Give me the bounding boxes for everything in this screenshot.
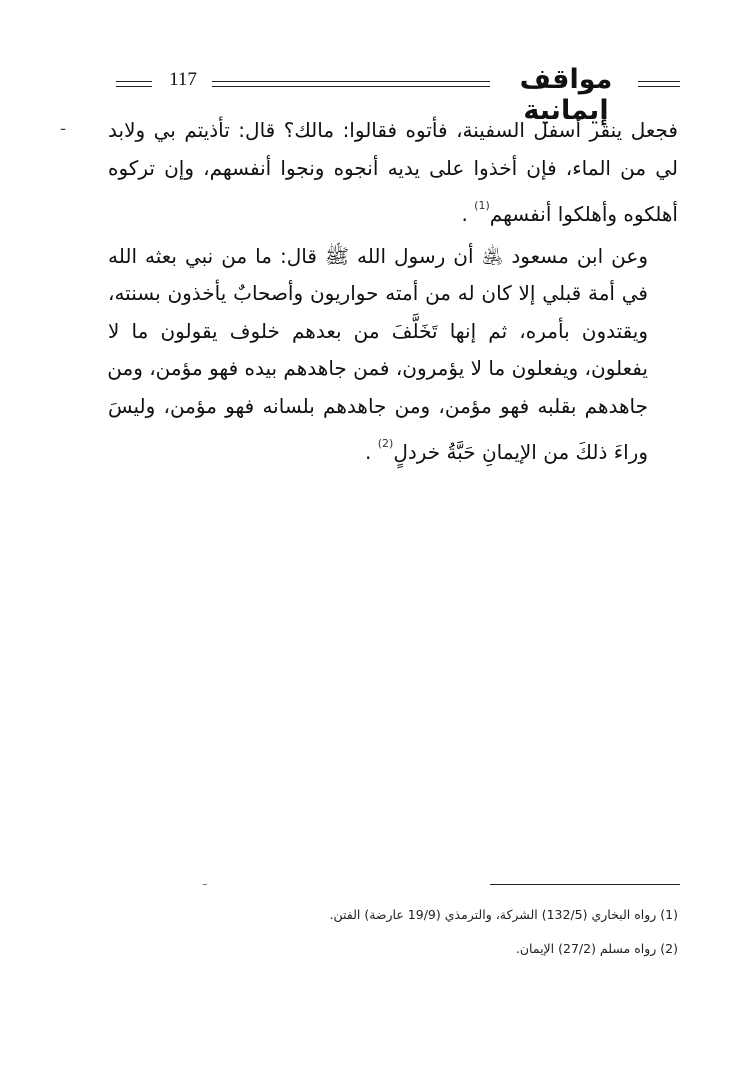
footnote-ref-1: (1) — [474, 199, 490, 212]
page-number: 117 — [169, 69, 197, 90]
footnote-1: (1) رواه البخاري (132/5) الشركة، والترمذي (19/9 عارضة) الفتن. — [329, 907, 678, 922]
paragraph-end-mark: . — [461, 202, 475, 226]
text-line: وراءَ ذلكَ من الإيمانِ حَبَّةُ خردلٍ — [393, 440, 648, 464]
running-title: مواقف إيمانية — [519, 64, 613, 126]
paragraph-1 — [108, 112, 678, 234]
text-line: فجعل ينقر أسفل السفينة، فأتوه فقالوا: مالك؟ قال: تأذيتم بي ولابد — [108, 118, 678, 142]
stray-scan-mark: ـ — [61, 118, 66, 134]
footnote-2: (2) رواه مسلم (27/2) الإيمان. — [515, 941, 678, 956]
text-line: يفعلون، ويفعلون ما لا يؤمرون، فمن جاهدهم بيده فهو مؤمن، ومن — [107, 356, 648, 380]
text-line: في أمة قبلي إلا كان له من أمته حواريون وأصحابٌ يأخذون بسنته، — [108, 281, 648, 305]
text-line-last — [108, 425, 678, 472]
stray-scan-dot — [203, 884, 207, 885]
footnotes — [200, 898, 678, 966]
text-line: أهلكوه وأهلكوا أنفسهم — [489, 202, 678, 226]
page-header — [116, 64, 680, 126]
main-text — [108, 112, 678, 472]
text-line: وعن ابن مسعود ﵁ أن رسول الله ﷺ قال: ما من نبي بعثه الله — [108, 243, 648, 268]
footnote-separator — [490, 884, 680, 885]
text-line: جاهدهم بقلبه فهو مؤمن، ومن جاهدهم بلسانه فهو مؤمن، وليسَ — [108, 393, 648, 418]
text-line: لي من الماء، فإن أخذوا على يديه أنجوه ونجوا أنفسهم، وإن تركوه — [108, 155, 678, 180]
paragraph-end-mark: . — [365, 440, 378, 464]
header-rule-left — [116, 81, 152, 87]
text-line: ويقتدون بأمره، ثم إنها تَخَلَّفَ من بعدهم خلوف يقولون ما لا — [108, 318, 648, 343]
text-line-last — [108, 187, 678, 234]
paragraph-2 — [108, 238, 678, 472]
header-rule-right — [638, 81, 680, 87]
footnote-ref-2: (2) — [377, 437, 394, 450]
header-rule-middle — [212, 81, 490, 87]
